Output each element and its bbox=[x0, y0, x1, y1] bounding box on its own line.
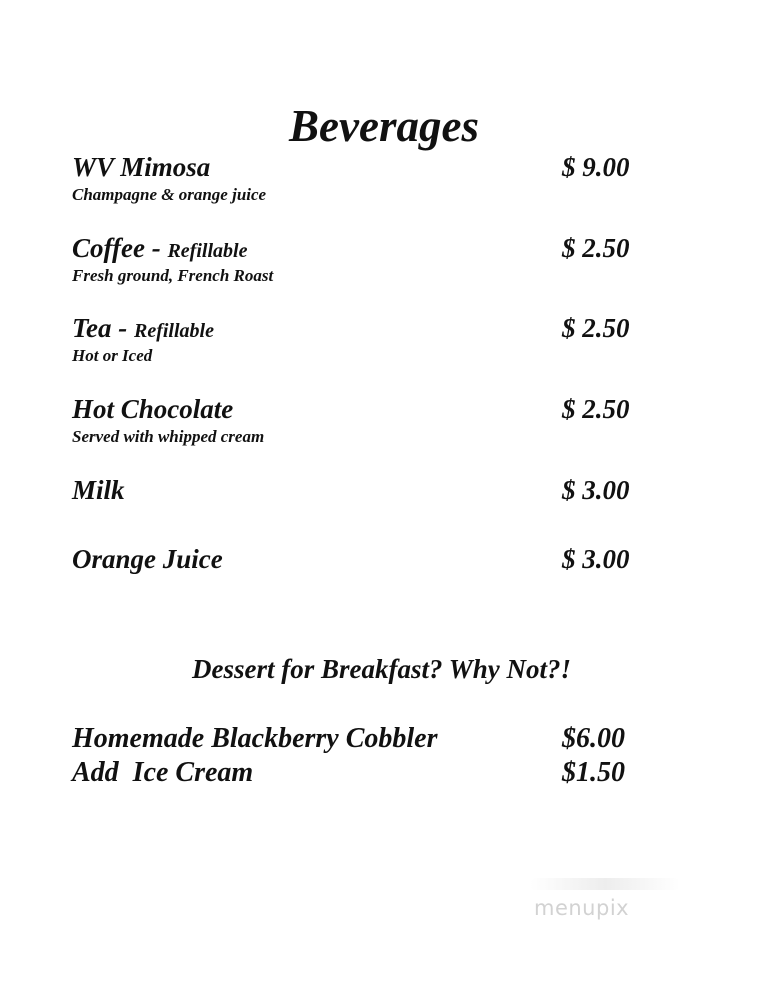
item-price: $ 2.50 bbox=[562, 233, 630, 263]
menu-item bbox=[72, 152, 672, 205]
item-price: $ 3.00 bbox=[562, 475, 630, 505]
dessert-heading: Dessert for Breakfast? Why Not?! bbox=[192, 654, 572, 684]
item-price: $ 2.50 bbox=[562, 394, 630, 424]
item-price: $ 3.00 bbox=[562, 544, 630, 574]
menu-item bbox=[72, 544, 672, 577]
menu-item bbox=[72, 313, 672, 366]
item-description: Hot or Iced bbox=[72, 346, 153, 365]
dessert-item-price: $1.50 bbox=[562, 757, 625, 788]
menu-item bbox=[72, 475, 672, 508]
menu-item bbox=[72, 233, 672, 286]
item-name: Orange Juice bbox=[72, 544, 223, 574]
item-price: $ 9.00 bbox=[562, 152, 630, 182]
dessert-item bbox=[72, 723, 672, 755]
dessert-item-price: $6.00 bbox=[562, 723, 625, 754]
item-description: Fresh ground, French Roast bbox=[72, 266, 274, 285]
item-name: Hot Chocolate bbox=[72, 394, 234, 424]
menu-item bbox=[72, 394, 672, 447]
item-description: Served with whipped cream bbox=[72, 427, 265, 446]
item-name: Tea - Refillable bbox=[72, 313, 214, 343]
watermark-banner bbox=[530, 878, 680, 890]
item-name: Milk bbox=[72, 475, 125, 505]
dessert-item-name: Homemade Blackberry Cobbler bbox=[72, 723, 438, 754]
dessert-item bbox=[72, 757, 672, 789]
item-name: WV Mimosa bbox=[72, 152, 211, 182]
page-title: Beverages bbox=[289, 101, 479, 151]
item-price: $ 2.50 bbox=[562, 313, 630, 343]
item-description: Champagne & orange juice bbox=[72, 185, 267, 204]
item-name: Coffee - Refillable bbox=[72, 233, 248, 263]
menupix-watermark: menupix bbox=[534, 896, 630, 920]
dessert-item-name: Add Ice Cream bbox=[72, 757, 254, 788]
